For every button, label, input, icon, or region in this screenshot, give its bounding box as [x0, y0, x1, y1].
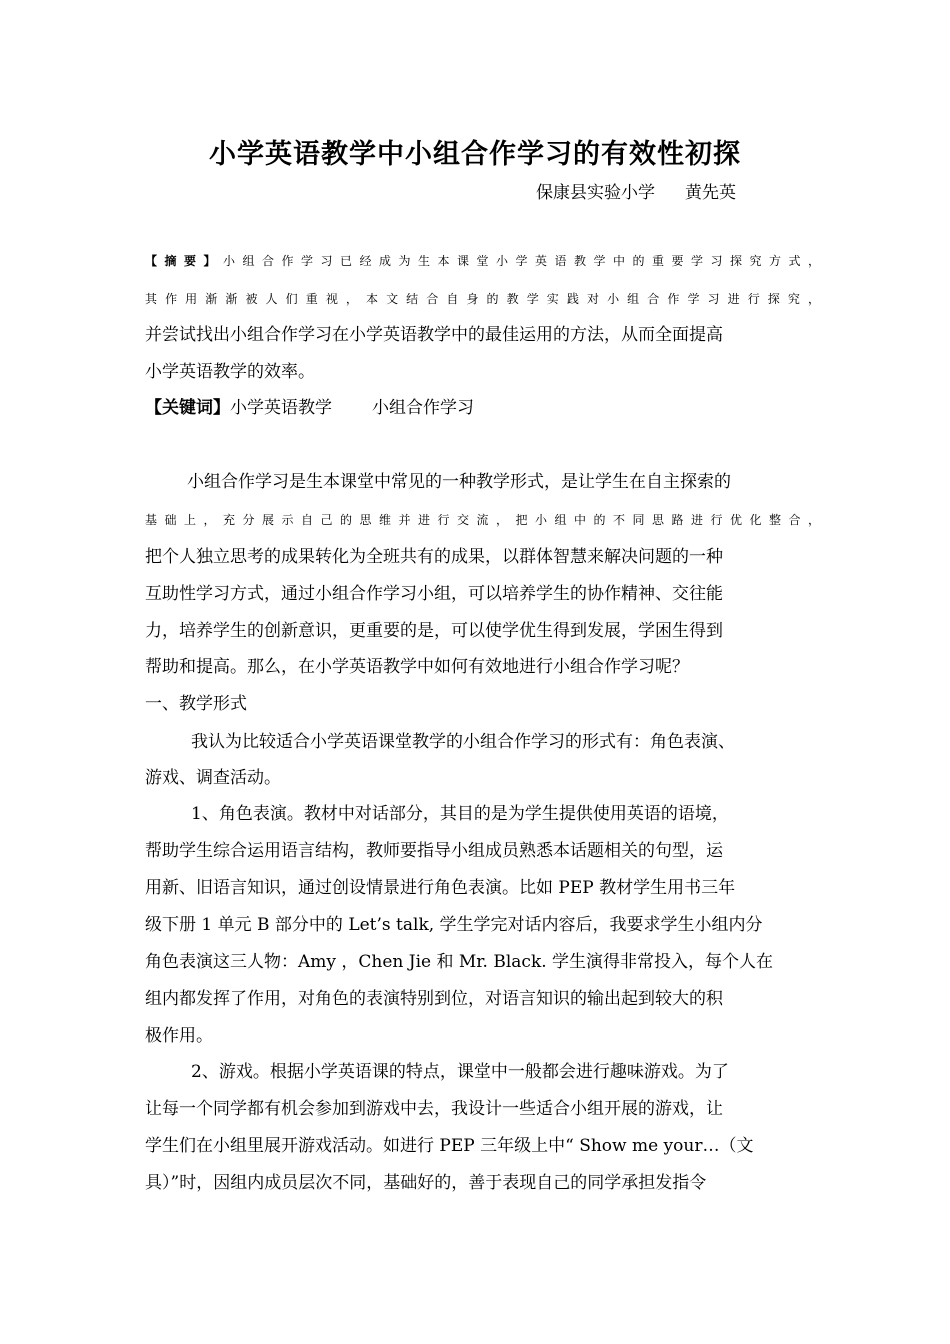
paragraph-line: 游戏、调查活动。	[145, 768, 281, 788]
abstract-line: 其作用渐渐被人们重视，本文结合自身的教学实践对小组合作学习进行探究，	[145, 292, 820, 306]
paragraph-line: 极作用。	[145, 1026, 213, 1046]
keywords-line	[145, 397, 474, 419]
author-school: 保康县实验小学	[536, 183, 655, 203]
section-heading: 一、教学形式	[145, 694, 247, 714]
paragraph-line: 基础上，充分展示自己的思维并进行交流，把小组中的不同思路进行优化整合，	[145, 513, 820, 527]
author-name: 黄先英	[685, 183, 736, 203]
keywords-label: 【关键词】	[145, 398, 230, 418]
paragraph-line: 我认为比较适合小学英语课堂教学的小组合作学习的形式有：角色表演、	[191, 732, 735, 752]
paragraph-line: 2、游戏。根据小学英语课的特点，课堂中一般都会进行趣味游戏。为了	[191, 1062, 729, 1082]
abstract-line: 【摘要】小组合作学习已经成为生本课堂小学英语教学中的重要学习探究方式，	[145, 254, 820, 268]
paragraph-line: 1、角色表演。教材中对话部分，其目的是为学生提供使用英语的语境，	[191, 804, 729, 824]
paragraph-line: 级下册 1 单元 B 部分中的 Let’s talk, 学生学完对话内容后，我要求学生小组内分	[145, 915, 763, 935]
paragraph-line: 互助性学习方式，通过小组合作学习小组，可以培养学生的协作精神、交往能	[145, 584, 723, 604]
paragraph-line: 组内都发挥了作用，对角色的表演特别到位，对语言知识的输出起到较大的积	[145, 989, 723, 1009]
paragraph-line: 把个人独立思考的成果转化为全班共有的成果，以群体智慧来解决问题的一种	[145, 547, 723, 567]
keyword: 小学英语教学	[230, 398, 332, 418]
author-line	[536, 178, 736, 203]
paragraph-line: 让每一个同学都有机会参加到游戏中去，我设计一些适合小组开展的游戏，让	[145, 1099, 723, 1119]
abstract-line: 小学英语教学的效率。	[145, 362, 315, 382]
paragraph-line: 角色表演这三人物：Amy ，Chen Jie 和 Mr. Black. 学生演得非常投入，每个人在	[145, 952, 774, 972]
paragraph-line: 小组合作学习是生本课堂中常见的一种教学形式，是让学生在自主探索的	[187, 472, 731, 492]
paragraph-line: 具）”时，因组内成员层次不同，基础好的，善于表现自己的同学承担发指令	[145, 1173, 707, 1193]
document-title: 小学英语教学中小组合作学习的有效性初探	[209, 139, 741, 170]
paragraph-line: 帮助学生综合运用语言结构，教师要指导小组成员熟悉本话题相关的句型，运	[145, 841, 723, 861]
abstract-label: 【摘要】	[145, 254, 223, 268]
paragraph-line: 帮助和提高。那么，在小学英语教学中如何有效地进行小组合作学习呢？	[145, 657, 689, 677]
paragraph-line: 用新、旧语言知识，通过创设情景进行角色表演。比如 PEP 教材学生用书三年	[145, 878, 736, 898]
abstract-line: 并尝试找出小组合作学习在小学英语教学中的最佳运用的方法，从而全面提高	[145, 325, 723, 345]
keyword: 小组合作学习	[372, 398, 474, 418]
paragraph-line: 力，培养学生的创新意识，更重要的是，可以使学优生得到发展，学困生得到	[145, 621, 723, 641]
paragraph-line: 学生们在小组里展开游戏活动。如进行 PEP 三年级上中“ Show me your…（文	[145, 1136, 754, 1156]
